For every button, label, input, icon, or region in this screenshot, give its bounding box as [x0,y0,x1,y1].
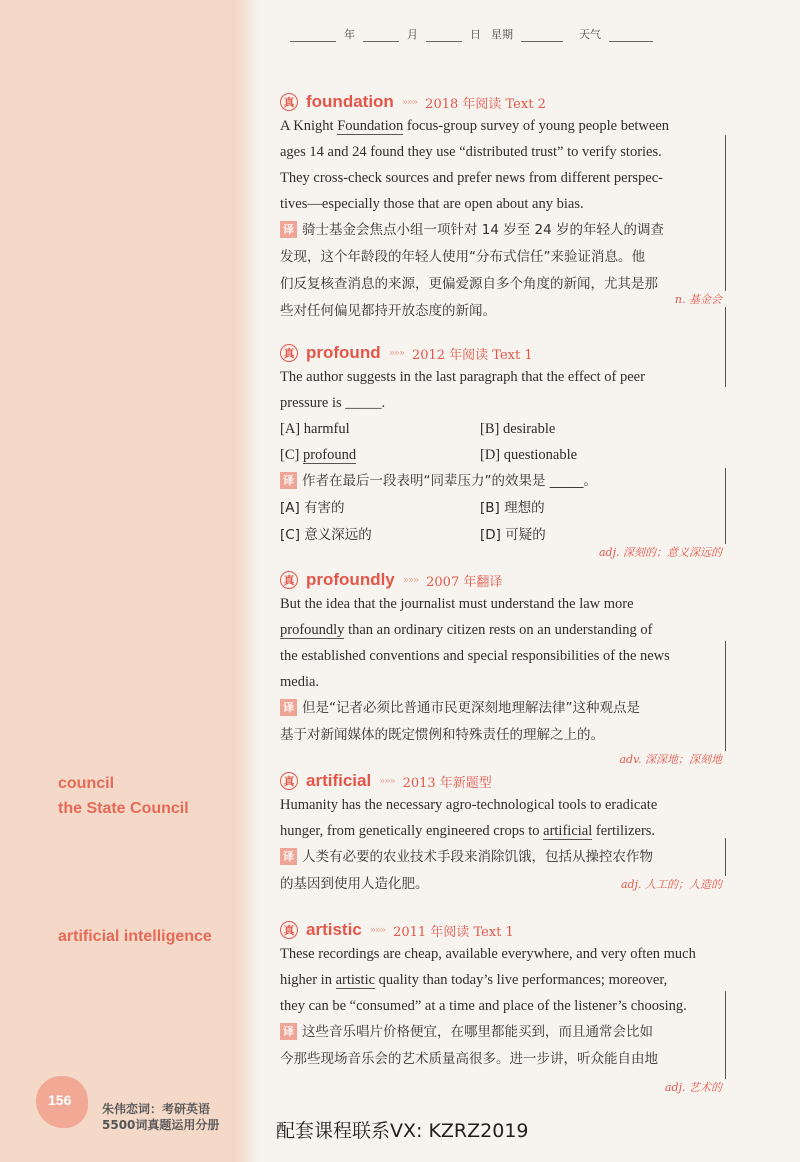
option: [C] profound [280,447,357,463]
english-line: These recordings are cheap, available everywhere, and very often much [280,946,696,962]
arrow-icon: »»» [388,347,404,359]
chinese-line: 的基因到使用人造化肥。 [280,876,429,892]
headword: artistic [306,920,362,939]
sidebar-word-ai: artificial intelligence [58,928,212,945]
option: [C] 意义深远的 [280,527,372,543]
underlined-word: profoundly [280,622,345,638]
sidebar-word-state-council: the State Council [58,800,189,817]
date-header [290,26,710,42]
english-line: Humanity has the necessary agro-technological tools to eradicate [280,797,658,813]
english-options [280,416,720,468]
underlined-word: artistic [335,972,376,988]
year-blank [290,29,336,42]
month-blank [363,29,399,42]
arrow-icon: »»» [379,775,395,787]
entry-header [280,770,720,792]
source-label: 2011 年阅读 Text 1 [393,924,514,940]
chinese-line: 发现，这个年龄段的年轻人使用“分布式信任”来验证消息。他 [280,249,645,265]
chinese-line: 译 作者在最后一段表明“同辈压力”的效果是 _____。 [280,468,720,495]
english-line: They cross-check sources and prefer news from different perspec- [280,170,664,186]
translate-badge-icon: 译 [280,848,297,865]
chinese-line: 基于对新闻媒体的既定惯例和特殊责任的理解之上的。 [280,727,604,743]
english-line: pressure is _____. [280,395,386,411]
english-line: But the idea that the journalist must understand the law more [280,596,634,612]
zhen-badge-icon: 真 [280,344,298,362]
translate-badge-icon: 译 [280,221,297,238]
chinese-line: 们反复核查消息的来源，更偏爱源自多个角度的新闻，尤其是那 [280,276,658,292]
entry-profoundly [280,569,722,766]
translate-badge-icon: 译 [280,1023,297,1040]
headword: profoundly [306,570,395,589]
english-line: The author suggests in the last paragraph that the effect of peer [280,369,645,385]
translate-badge-icon: 译 [280,699,297,716]
chinese-line: 译 骑士基金会焦点小组一项针对 14 岁至 24 岁的年轻人的调查 [280,217,720,244]
book-title-line1: 朱伟恋词：考研英语 [102,1102,211,1116]
gloss-bracket [725,991,726,1087]
gloss: adv. 深深地；深刻地 [615,751,726,767]
book-title-line2: 5500词真题运用分册 [102,1118,220,1132]
source-label: 2012 年阅读 Text 1 [411,347,533,363]
entry-header [280,91,720,113]
english-line: ages 14 and 24 found they use “distributed trust” to verify stories. [280,144,662,160]
gloss-bracket [725,468,726,552]
zhen-badge-icon: 真 [280,772,298,790]
left-sidebar [0,0,258,1162]
english-line: A Knight Foundation focus-group survey of young people between [280,118,670,134]
headword: profound [306,343,381,362]
chinese-options [280,495,720,549]
weather-label: 天气 [579,29,601,41]
gloss-bracket [725,641,726,757]
gloss: adj. 艺术的 [661,1079,726,1095]
option: [B] 理想的 [480,500,545,516]
underlined-word: artificial [543,823,593,839]
weekday-label: 星期 [491,29,513,41]
entry-foundation [280,91,720,325]
option: [D] questionable [480,447,578,463]
arrow-icon: »»» [402,574,419,586]
underlined-word: Foundation [337,118,404,134]
entry-header [280,569,720,591]
weather-blank [609,29,653,42]
english-line: hunger, from genetically engineered crops to artificial fertilizers. [280,823,656,839]
chinese-line: 译 人类有必要的农业技术手段来消除饥饿，包括从操控农作物 [280,844,720,871]
chinese-line: 今那些现场音乐会的艺术质量高很多。进一步讲，听众能自由地 [280,1051,658,1067]
gloss: n. 基金会 [671,291,726,307]
gloss: adj. 人工的；人造的 [617,876,726,892]
entry-header [280,919,720,941]
gloss: adj. 深刻的；意义深远的 [595,544,726,560]
year-label: 年 [344,29,355,41]
gloss-bracket [725,135,726,387]
headword: foundation [306,92,394,111]
chinese-line: 些对任何偏见都持开放态度的新闻。 [280,303,496,319]
english-line: media. [280,674,320,690]
promo-text: 配套课程联系VX: KZRZ2019 [276,1120,529,1142]
option: [A] harmful [280,421,350,437]
arrow-icon: »»» [369,924,386,936]
option: [A] 有害的 [280,500,345,516]
english-line: tives—especially those that are open about any bias. [280,196,584,212]
translate-badge-icon: 译 [280,472,297,489]
zhen-badge-icon: 真 [280,571,298,589]
chinese-line: 译 这些音乐唱片价格便宜，在哪里都能买到，而且通常会比如 [280,1019,720,1046]
sidebar-word-council: council [58,775,115,792]
english-line: the established conventions and special responsibilities of the news [280,648,670,664]
source-label: 2018 年阅读 Text 2 [425,96,546,112]
entry-artistic [280,919,722,1094]
english-line: higher in artistic quality than today’s live performances; moreover, [280,972,668,988]
page-number: 156 [48,1092,72,1108]
headword: artificial [306,771,372,790]
source-label: 2007 年翻译 [426,574,503,590]
weekday-blank [521,29,563,42]
english-line: profoundly than an ordinary citizen rests on an understanding of [280,622,653,638]
chinese-line: 译 但是“记者必须比普通市民更深刻地理解法律”这种观点是 [280,695,720,722]
day-blank [426,29,462,42]
source-label: 2013 年新题型 [402,775,492,791]
option: [B] desirable [480,421,556,437]
entry-header [280,342,720,364]
option: [D] 可疑的 [480,527,546,543]
english-line: they can be “consumed” at a time and place of the listener’s choosing. [280,998,687,1014]
entry-artificial [280,770,720,898]
arrow-icon: »»» [401,96,418,108]
zhen-badge-icon: 真 [280,93,298,111]
entry-profound [280,342,722,559]
month-label: 月 [407,29,418,41]
underlined-word: profound [302,447,357,463]
day-label: 日 [470,29,481,41]
page-fold [232,0,258,1162]
zhen-badge-icon: 真 [280,921,298,939]
